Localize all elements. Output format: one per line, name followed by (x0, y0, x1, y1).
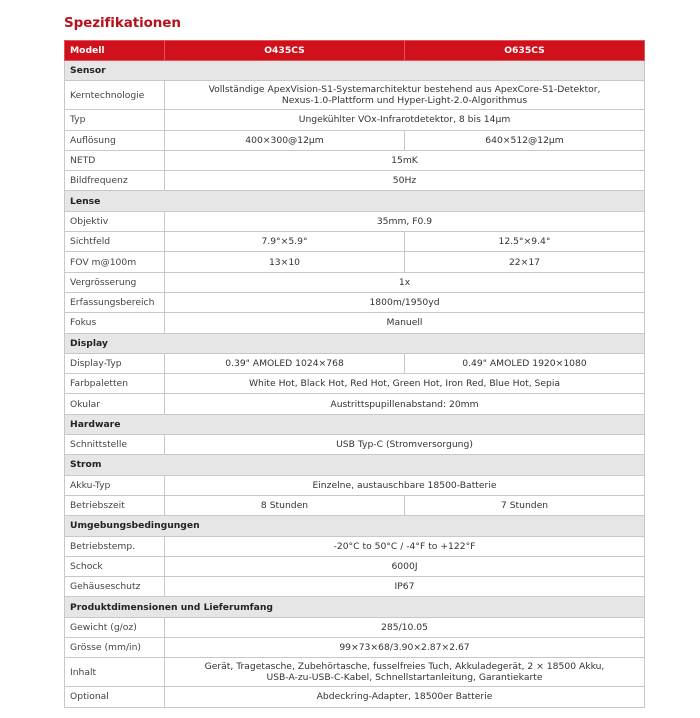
spec-value (165, 81, 645, 110)
header-label: Modell (65, 41, 165, 61)
spec-value-line: Nexus-1.0-Plattform und Hyper-Light-2.0-Algorithmus (281, 95, 528, 107)
table-row (65, 394, 645, 414)
header-model-o635cs: O635CS (405, 41, 645, 61)
section-row-hardware (65, 414, 645, 434)
spec-value: 35mm, F0.9 (165, 211, 645, 231)
spec-key: Display-Typ (65, 353, 165, 373)
spec-key: Typ (65, 110, 165, 130)
spec-value: 15mK (165, 150, 645, 170)
spec-key: Akku-Typ (65, 475, 165, 495)
spec-key: Okular (65, 394, 165, 414)
spec-key: Betriebszeit (65, 495, 165, 515)
table-row (65, 313, 645, 333)
spec-key: Schock (65, 556, 165, 576)
spec-key: Inhalt (65, 658, 165, 687)
spec-value-o435cs: 13×10 (165, 252, 405, 272)
spec-key: Bildfrequenz (65, 171, 165, 191)
section-row-sensor (65, 61, 645, 81)
spec-value: Austrittspupillenabstand: 20mm (165, 394, 645, 414)
spec-key: Farbpaletten (65, 374, 165, 394)
spec-key: Vergrösserung (65, 272, 165, 292)
table-row (65, 536, 645, 556)
spec-value: Manuell (165, 313, 645, 333)
spec-key: Gehäuseschutz (65, 577, 165, 597)
spec-key: Grösse (mm/in) (65, 638, 165, 658)
spec-value: 1x (165, 272, 645, 292)
spec-value: White Hot, Black Hot, Red Hot, Green Hot, Iron Red, Blue Hot, Sepia (165, 374, 645, 394)
spec-value: -20°C to 50°C / -4°F to +122°F (165, 536, 645, 556)
spec-value-o635cs: 640×512@12μm (405, 130, 645, 150)
spec-value-o635cs: 12.5°×9.4° (405, 232, 645, 252)
table-row (65, 130, 645, 150)
section-title: Produktdimensionen und Lieferumfang (65, 597, 645, 617)
table-row (65, 171, 645, 191)
spec-value: Abdeckring-Adapter, 18500er Batterie (165, 687, 645, 707)
table-row (65, 638, 645, 658)
spec-value-o435cs: 8 Stunden (165, 495, 405, 515)
section-title: Display (65, 333, 645, 353)
spec-value: IP67 (165, 577, 645, 597)
spec-value-o635cs: 7 Stunden (405, 495, 645, 515)
section-title: Sensor (65, 61, 645, 81)
section-title: Strom (65, 455, 645, 475)
spec-key: Fokus (65, 313, 165, 333)
table-row (65, 475, 645, 495)
spec-value: Einzelne, austauschbare 18500-Batterie (165, 475, 645, 495)
table-row (65, 577, 645, 597)
table-row (65, 495, 645, 515)
spec-key: Sichtfeld (65, 232, 165, 252)
table-row (65, 556, 645, 576)
header-model-o435cs: O435CS (165, 41, 405, 61)
section-row-produktdimensionen (65, 597, 645, 617)
table-row (65, 272, 645, 292)
section-title: Umgebungsbedingungen (65, 516, 645, 536)
table-row (65, 617, 645, 637)
page-title: Spezifikationen (64, 15, 181, 31)
spec-value: 50Hz (165, 171, 645, 191)
spec-value-o635cs: 0.49" AMOLED 1920×1080 (405, 353, 645, 373)
spec-key: Erfassungsbereich (65, 292, 165, 312)
section-row-display (65, 333, 645, 353)
spec-key: FOV m@100m (65, 252, 165, 272)
table-row (65, 292, 645, 312)
table-row (65, 81, 645, 110)
table-row (65, 374, 645, 394)
spec-key: Objektiv (65, 211, 165, 231)
spec-key: NETD (65, 150, 165, 170)
table-row (65, 211, 645, 231)
spec-value-o635cs: 22×17 (405, 252, 645, 272)
spec-value: 6000J (165, 556, 645, 576)
spec-value: USB Typ-C (Stromversorgung) (165, 435, 645, 455)
section-title: Hardware (65, 414, 645, 434)
table-row (65, 110, 645, 130)
table-row (65, 687, 645, 707)
spec-value: 285/10.05 (165, 617, 645, 637)
table-header-row (65, 41, 645, 61)
table-row (65, 232, 645, 252)
spec-key: Auflösung (65, 130, 165, 150)
table-row (65, 435, 645, 455)
spec-key: Betriebstemp. (65, 536, 165, 556)
section-row-strom (65, 455, 645, 475)
table-row (65, 658, 645, 687)
section-row-umgebungsbedingungen (65, 516, 645, 536)
spec-key: Schnittstelle (65, 435, 165, 455)
spec-value: Ungekühlter VOx-Infrarotdetektor, 8 bis 14μm (165, 110, 645, 130)
spec-key: Gewicht (g/oz) (65, 617, 165, 637)
spec-value-o435cs: 7.9°×5.9° (165, 232, 405, 252)
spec-value-o435cs: 400×300@12μm (165, 130, 405, 150)
spec-key: Optional (65, 687, 165, 707)
spec-value: 99×73×68/3.90×2.87×2.67 (165, 638, 645, 658)
spec-value-line: Gerät, Tragetasche, Zubehörtasche, fusselfreies Tuch, Akkuladegerät, 2 × 18500 Akku, (204, 661, 605, 673)
spec-value: 1800m/1950yd (165, 292, 645, 312)
table-row (65, 150, 645, 170)
specifications-table (64, 40, 645, 708)
spec-value-line: USB-A-zu-USB-C-Kabel, Schnellstartanleitung, Garantiekarte (266, 672, 543, 684)
spec-value (165, 658, 645, 687)
spec-value-o435cs: 0.39" AMOLED 1024×768 (165, 353, 405, 373)
section-title: Lense (65, 191, 645, 211)
spec-value-line: Vollständige ApexVision-S1-Systemarchitektur bestehend aus ApexCore-S1-Detektor, (208, 84, 601, 96)
table-row (65, 252, 645, 272)
spec-key: Kerntechnologie (65, 81, 165, 110)
section-row-lense (65, 191, 645, 211)
table-row (65, 353, 645, 373)
